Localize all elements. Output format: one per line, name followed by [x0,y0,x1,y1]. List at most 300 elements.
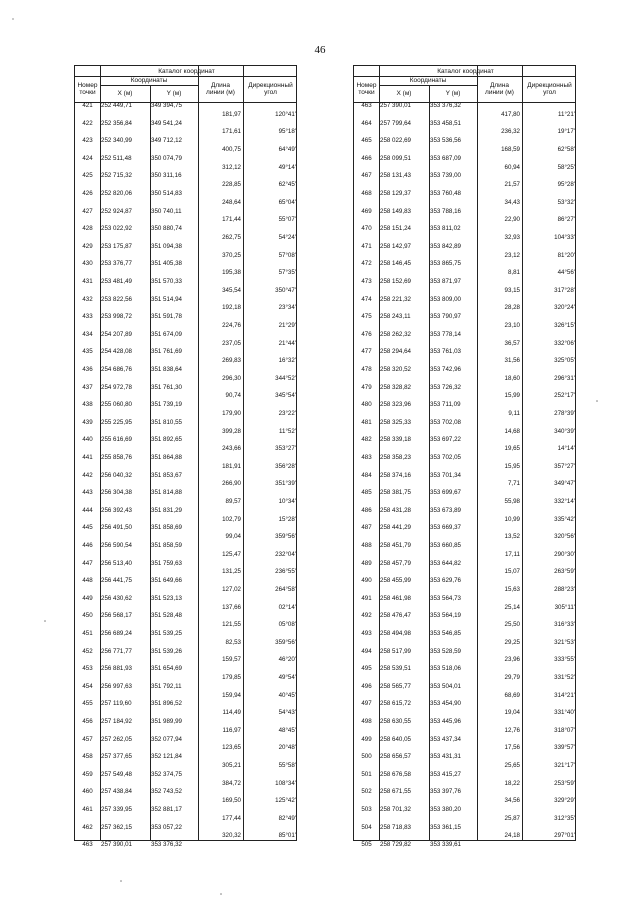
coordinate-x: 252 511,48 [101,154,132,162]
direction-angle: 23°34' [278,304,296,312]
line-length: 14,68 [504,427,520,435]
direction-angle: 23°22' [278,410,296,417]
coordinate-x: 258 441,29 [380,524,411,532]
coordinate-y: 353 711,09 [430,401,461,409]
direction-angle: 339°57' [554,744,575,752]
point-number: 435 [82,348,93,356]
direction-angle: 296°31' [554,374,575,382]
coordinate-x: 255 225,95 [101,418,132,426]
direction-angle: 359°56' [275,638,296,646]
header-x: X (м) [396,90,412,97]
coordinate-x: 254 207,89 [101,330,132,338]
line-length: 345,54 [222,286,241,294]
coordinate-x: 255 616,69 [101,436,132,444]
point-number: 478 [361,366,372,373]
line-length: 25,87 [504,814,520,822]
coordinate-x: 256 392,43 [101,506,132,514]
line-length: 102,79 [222,515,241,523]
coordinate-y: 353 809,00 [430,295,461,303]
coordinate-x: 258 294,64 [380,348,411,356]
point-number: 463 [82,841,93,849]
coordinate-y: 351 539,25 [151,630,182,637]
coordinate-x: 258 455,99 [380,577,411,585]
coordinate-y: 351 094,38 [151,242,182,250]
coordinate-x: 257 184,92 [101,718,132,725]
point-number: 489 [361,559,372,567]
point-number: 445 [82,524,93,532]
coordinate-x: 256 881,93 [101,665,132,673]
point-number: 476 [361,330,372,338]
line-length: 296,30 [222,374,241,382]
point-number: 471 [361,242,372,250]
point-number: 459 [82,770,93,778]
point-number: 431 [82,278,93,285]
line-length: 131,25 [222,568,241,576]
direction-angle: 356°28' [275,462,296,470]
coordinate-x: 256 771,77 [101,647,132,655]
direction-angle: 53°32' [557,198,575,206]
coordinate-x: 258 328,82 [380,383,411,391]
direction-angle: 95°28' [557,181,575,189]
line-length: 192,18 [222,304,241,312]
direction-angle: 54°24' [278,234,296,241]
coordinate-y: 352 881,17 [151,806,182,813]
direction-angle: 49°14' [278,163,296,171]
line-length: 17,56 [504,744,520,752]
coordinate-x: 256 568,17 [101,612,132,620]
point-number: 446 [82,542,93,549]
point-number: 492 [361,612,372,620]
point-number: 422 [82,119,93,127]
direction-angle: 278°39' [554,410,575,417]
coordinate-x: 258 320,52 [380,366,411,373]
coordinate-y: 351 814,88 [151,489,182,497]
line-length: 10,99 [504,515,520,523]
point-number: 496 [361,682,372,690]
line-length: 25,65 [504,762,520,769]
coordinate-x: 253 998,72 [101,313,132,321]
direction-angle: 321°17' [554,762,575,769]
direction-angle: 345°54' [275,392,296,400]
direction-angle: 05°08' [278,621,296,629]
point-number: 502 [361,788,372,796]
point-number: 486 [361,506,372,514]
direction-angle: 65°04' [278,198,296,206]
header-y: Y (м) [166,90,182,97]
point-number: 452 [82,647,93,655]
point-number: 437 [82,383,93,391]
coordinate-y: 351 761,30 [151,383,182,391]
line-length: 22,90 [504,216,520,224]
direction-angle: 353°27' [275,445,296,453]
header-direction-angle: Дирекционный угол [248,82,293,96]
coordinate-y: 353 842,89 [430,242,461,250]
coordinate-y: 351 649,66 [151,577,182,585]
point-number: 453 [82,665,93,673]
point-number: 494 [361,647,372,655]
direction-angle: 253°59' [554,779,575,787]
coordinate-y: 353 790,97 [430,313,461,321]
coordinate-x: 257 799,64 [380,119,411,127]
coordinate-catalog-right [353,65,576,849]
point-number: 479 [361,383,372,391]
point-number: 450 [82,612,93,620]
direction-angle: 288°23' [554,586,575,593]
coordinate-y: 351 591,78 [151,313,182,321]
line-length: 99,04 [225,533,241,541]
coordinate-x: 258 701,32 [380,806,411,813]
coordinate-x: 252 340,99 [101,137,132,145]
direction-angle: 297°01' [554,832,575,840]
line-length: 181,97 [222,110,241,118]
line-length: 168,59 [501,146,520,153]
coordinate-y: 351 761,69 [151,348,182,356]
point-number: 490 [361,577,372,585]
direction-angle: 318°07' [554,726,575,734]
point-number: 444 [82,506,93,514]
coordinate-y: 349 712,12 [151,137,182,145]
direction-angle: 305°11' [554,603,575,611]
point-number: 473 [361,278,372,285]
line-length: 36,57 [504,339,520,347]
point-number: 475 [361,313,372,321]
direction-angle: 332°14' [554,498,575,505]
direction-angle: 55°07' [278,216,296,224]
coordinate-y: 351 892,65 [151,436,182,444]
coordinate-y: 353 528,59 [430,647,461,655]
point-number: 448 [82,577,93,585]
direction-angle: 351°39' [275,480,296,488]
coordinate-y: 353 726,32 [430,383,461,391]
coordinate-x: 256 513,40 [101,559,132,567]
line-length: 25,50 [504,621,520,629]
coordinate-x: 257 390,01 [380,102,411,109]
header-x: X (м) [117,90,133,97]
line-length: 305,21 [222,762,241,769]
line-length: 179,85 [222,674,241,681]
line-length: 266,90 [222,480,241,488]
direction-angle: 236°55' [275,568,296,576]
direction-angle: 125°42' [275,797,296,805]
direction-angle: 62°58' [557,146,575,153]
direction-angle: 48°45' [278,726,296,734]
point-number: 501 [361,770,372,778]
page-number: 46 [314,44,326,56]
coordinate-y: 351 858,59 [151,542,182,549]
line-length: 15,95 [504,462,520,470]
line-length: 262,75 [222,234,241,241]
direction-angle: 333°55' [554,656,575,664]
coordinate-x: 258 262,32 [380,330,411,338]
line-length: 224,76 [222,322,241,329]
point-number: 465 [361,137,372,145]
direction-angle: 314°21' [554,691,575,699]
coordinate-x: 258 476,47 [380,612,411,620]
direction-angle: 263°59' [554,568,575,576]
coordinate-y: 353 431,31 [430,753,461,761]
coordinate-y: 353 865,75 [430,260,461,268]
line-length: 400,75 [222,146,241,153]
direction-angle: 49°54' [278,674,296,681]
coordinate-y: 353 437,34 [430,735,461,743]
coordinate-x: 258 676,58 [380,770,411,778]
point-number: 433 [82,313,93,321]
direction-angle: 335°42' [554,515,575,523]
coordinate-x: 258 243,11 [380,313,411,321]
line-length: 116,97 [222,726,241,734]
coordinate-y: 351 539,26 [151,647,182,655]
line-length: 29,25 [504,638,520,646]
coordinate-x: 258 451,79 [380,542,411,549]
point-number: 457 [82,735,93,743]
direction-angle: 46°20' [278,656,296,664]
point-number: 474 [361,295,372,303]
line-length: 25,14 [504,603,520,611]
coordinate-x: 258 539,51 [380,665,411,673]
direction-angle: 15°28' [278,515,296,523]
direction-angle: 85°01' [278,832,296,840]
header-coordinates: Координаты [409,77,447,84]
coordinate-y: 353 673,89 [430,506,461,514]
coordinate-x: 258 358,23 [380,454,411,461]
coordinate-y: 351 896,52 [151,700,182,708]
direction-angle: 44°56' [557,269,575,277]
coordinate-x: 255 060,80 [101,401,132,409]
header-point-number: Номер точки [77,82,98,96]
coordinate-y: 351 739,19 [151,401,182,409]
coordinate-x: 257 438,84 [101,788,132,796]
point-number: 467 [361,172,372,180]
coordinate-y: 352 077,94 [151,735,182,743]
point-number: 460 [82,788,93,796]
line-length: 32,93 [504,234,520,241]
coordinate-x: 256 689,24 [101,630,132,637]
coordinate-y: 353 742,96 [430,366,461,373]
line-length: 137,66 [222,603,241,611]
point-number: 482 [361,436,372,444]
point-number: 485 [361,489,372,497]
line-length: 248,64 [222,198,241,206]
catalog-title: Каталог координат [437,67,494,75]
coordinate-y: 353 660,85 [430,542,461,549]
coordinate-x: 253 175,87 [101,242,132,250]
direction-angle: 340°39' [554,427,575,435]
line-length: 121,55 [222,621,241,629]
line-length: 19,04 [504,709,520,717]
direction-angle: 232°04' [275,550,296,558]
direction-angle: 329°29' [554,797,575,805]
line-length: 114,49 [222,709,241,717]
line-length: 17,11 [504,550,520,558]
direction-angle: 57°08' [278,251,296,259]
coordinate-y: 351 989,99 [151,718,182,725]
header-direction-angle: Дирекционный угол [527,82,572,96]
point-number: 503 [361,806,372,813]
direction-angle: 317°28' [554,286,575,294]
coordinate-y: 353 788,16 [430,207,461,215]
point-number: 449 [82,594,93,602]
line-length: 28,28 [504,304,520,312]
direction-angle: 02°14' [278,603,296,611]
line-length: 90,74 [225,392,241,400]
coordinate-y: 353 629,76 [430,577,461,585]
coordinate-x: 256 304,38 [101,489,132,497]
direction-angle: 331°52' [554,674,575,681]
coordinate-y: 351 858,69 [151,524,182,532]
line-length: 23,10 [504,322,520,329]
line-length: 399,28 [222,427,241,435]
point-number: 424 [82,154,93,162]
coordinate-y: 351 674,09 [151,330,182,338]
line-length: 312,12 [222,163,241,171]
coordinate-x: 258 149,83 [380,207,411,215]
coordinate-x: 253 376,77 [101,260,132,268]
header-line-length: Длина линии (м) [485,82,514,96]
direction-angle: 252°17' [554,392,575,400]
direction-angle: 290°30' [554,550,575,558]
line-length: 29,79 [504,674,520,681]
point-number: 440 [82,436,93,444]
coordinate-x: 258 565,77 [380,682,411,690]
coordinate-y: 349 394,75 [151,102,182,109]
line-length: 8,81 [507,269,520,277]
point-number: 436 [82,366,93,373]
coordinate-x: 252 449,71 [101,102,132,109]
header-coordinates: Координаты [130,77,168,84]
coordinate-y: 353 397,76 [430,788,461,796]
coordinate-y: 351 810,55 [151,418,182,426]
point-number: 427 [82,207,93,215]
coordinate-x: 258 129,37 [380,190,411,197]
line-length: 269,83 [222,357,241,365]
direction-angle: 357°27' [554,462,575,470]
point-number: 498 [361,718,372,725]
coordinate-catalog-left [74,65,297,849]
point-number: 483 [361,454,372,461]
coordinate-x: 258 339,18 [380,436,411,444]
direction-angle: 95°18' [278,128,296,136]
line-length: 31,56 [504,357,520,365]
coordinate-x: 252 356,84 [101,119,132,127]
coordinate-x: 257 339,95 [101,806,132,813]
point-number: 429 [82,242,93,250]
coordinate-y: 350 311,16 [151,172,182,180]
point-number: 461 [82,806,93,813]
coordinate-x: 258 461,98 [380,594,411,602]
line-length: 24,18 [504,832,520,840]
coordinate-x: 255 858,76 [101,454,132,461]
direction-angle: 62°45' [278,181,296,189]
line-length: 15,99 [504,392,520,400]
coordinate-y: 353 454,90 [430,700,461,708]
coordinate-x: 257 549,48 [101,770,132,778]
scan-speck [120,880,122,882]
coordinate-y: 353 687,09 [430,154,461,162]
coordinate-y: 353 546,85 [430,630,461,637]
point-number: 458 [82,753,93,761]
header-line-length: Длина линии (м) [206,82,235,96]
coordinate-y: 353 669,37 [430,524,461,532]
line-length: 15,63 [504,586,520,593]
coordinate-y: 353 361,15 [430,823,461,831]
direction-angle: 20°48' [278,744,296,752]
point-number: 443 [82,489,93,497]
line-length: 82,53 [225,638,241,646]
coordinate-y: 353 739,00 [430,172,461,180]
direction-angle: 58°25' [557,163,575,171]
point-number: 462 [82,823,93,831]
direction-angle: 14°14' [557,445,575,453]
point-number: 470 [361,225,372,233]
coordinate-x: 252 715,32 [101,172,132,180]
line-length: 171,44 [222,216,241,224]
line-length: 12,76 [504,726,520,734]
line-length: 93,15 [504,286,520,294]
coordinate-x: 257 119,60 [101,700,132,708]
point-number: 477 [361,348,372,356]
coordinate-y: 351 838,64 [151,366,182,373]
coordinate-y: 351 528,48 [151,612,182,620]
coordinate-y: 353 458,51 [430,119,461,127]
scan-speck [12,18,14,20]
line-length: 23,96 [504,656,520,664]
line-length: 370,25 [222,251,241,259]
direction-angle: 344°52' [275,374,296,382]
coordinate-x: 258 146,45 [380,260,411,268]
scan-speck [596,400,598,402]
point-number: 493 [361,630,372,637]
direction-angle: 332°06' [554,339,575,347]
point-number: 421 [82,102,93,109]
coordinate-x: 252 820,06 [101,190,132,197]
coordinate-y: 353 702,08 [430,418,461,426]
coordinate-y: 353 778,14 [430,330,461,338]
coordinate-x: 258 457,79 [380,559,411,567]
coordinate-x: 256 491,50 [101,524,132,532]
direction-angle: 21°44' [278,339,296,347]
direction-angle: 316°33' [554,621,575,629]
coordinate-y: 351 570,33 [151,278,182,285]
point-number: 488 [361,542,372,549]
coordinate-x: 256 040,32 [101,471,132,479]
line-length: 127,02 [222,586,241,593]
point-number: 425 [82,172,93,180]
coordinate-x: 258 431,28 [380,506,411,514]
coordinate-x: 258 152,69 [380,278,411,285]
point-number: 481 [361,418,372,426]
coordinate-y: 353 376,32 [430,102,461,109]
line-length: 15,07 [504,568,520,576]
coordinate-x: 258 494,98 [380,630,411,637]
coordinate-y: 353 697,22 [430,436,461,444]
direction-angle: 64°49' [278,146,296,153]
point-number: 500 [361,753,372,761]
point-number: 456 [82,718,93,725]
line-length: 169,50 [222,797,241,805]
direction-angle: 81°20' [557,251,575,259]
coordinate-x: 258 630,55 [380,718,411,725]
line-length: 7,71 [507,480,520,488]
line-length: 171,61 [222,128,241,136]
point-number: 468 [361,190,372,197]
coordinate-y: 353 536,56 [430,137,461,145]
line-length: 18,60 [504,374,520,382]
line-length: 19,65 [504,445,520,453]
direction-angle: 349°47' [554,480,575,488]
coordinate-x: 257 377,65 [101,753,132,761]
coordinate-x: 252 924,87 [101,207,132,215]
coordinate-y: 351 831,29 [151,506,182,514]
